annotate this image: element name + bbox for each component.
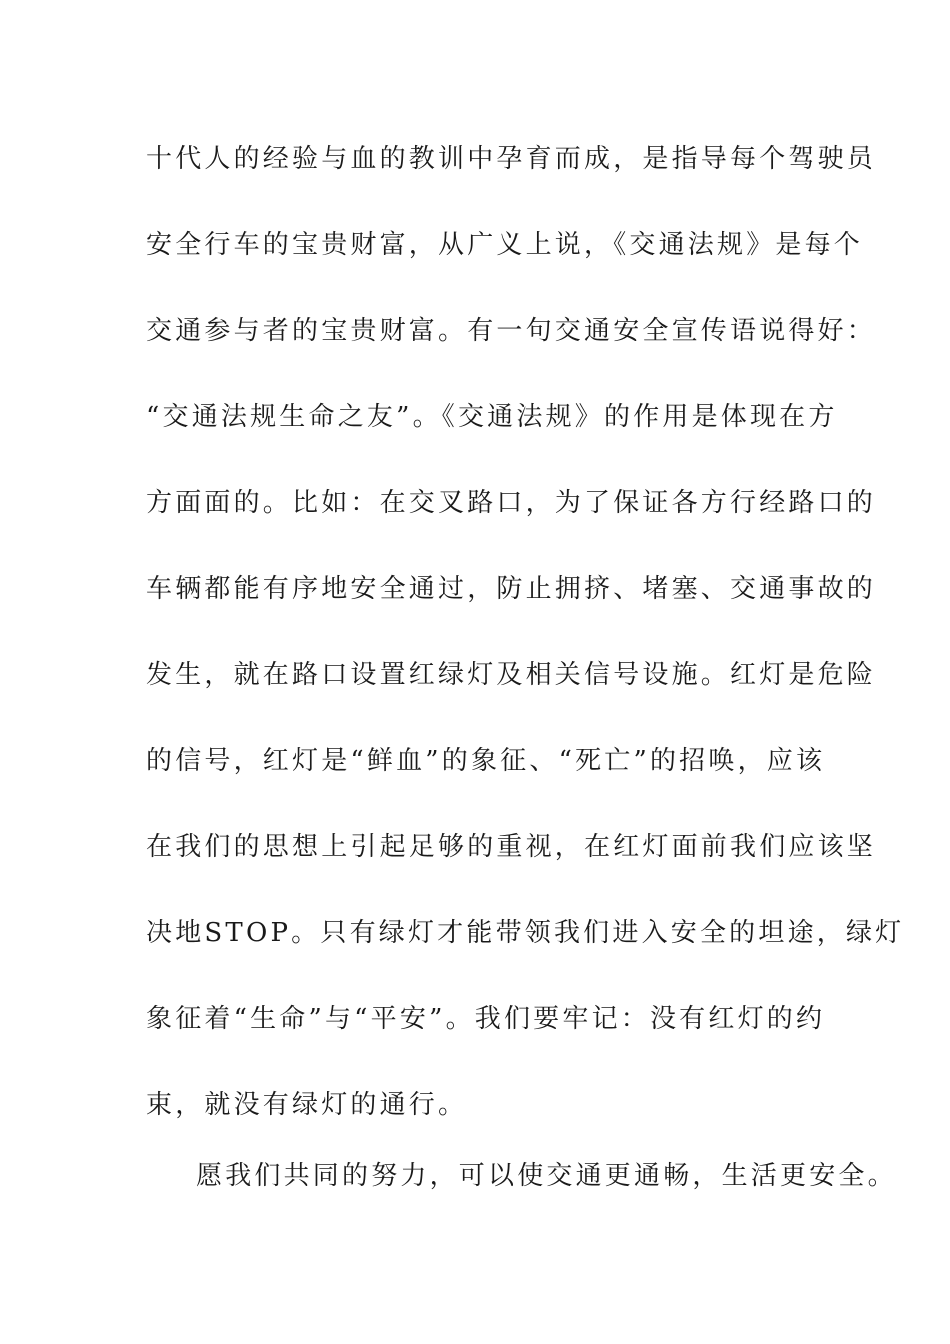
text-line-11: 象征着“生命”与“平安”。我们要牢记：没有红灯的约	[146, 1004, 826, 1034]
text-line-9: 在我们的思想上引起足够的重视，在红灯面前我们应该坚	[146, 832, 877, 862]
closing-paragraph: 愿我们共同的努力，可以使交通更通畅，生活更安全。	[196, 1161, 897, 1191]
text-line-8: 的信号，红灯是“鲜血”的象征、“死亡”的招唤，应该	[146, 746, 826, 776]
text-line-2: 安全行车的宝贵财富，从广义上说，《交通法规》是每个	[146, 230, 864, 260]
text-line-6: 车辆都能有序地安全通过，防止拥挤、堵塞、交通事故的	[146, 574, 877, 604]
text-line-7: 发生，就在路口设置红绿灯及相关信号设施。红灯是危险	[146, 660, 877, 690]
text-line-5: 方面面的。比如：在交叉路口，为了保证各方行经路口的	[146, 488, 877, 518]
text-line-1: 十代人的经验与血的教训中孕育而成，是指导每个驾驶员	[146, 144, 877, 174]
text-line-4: “交通法规生命之友”。《交通法规》的作用是体现在方	[146, 402, 838, 432]
text-line-12: 束，就没有绿灯的通行。	[146, 1090, 468, 1120]
text-line-10: 决地STOP。只有绿灯才能带领我们进入安全的坦途，绿灯	[146, 918, 905, 948]
text-line-3: 交通参与者的宝贵财富。有一句交通安全宣传语说得好：	[146, 316, 877, 346]
